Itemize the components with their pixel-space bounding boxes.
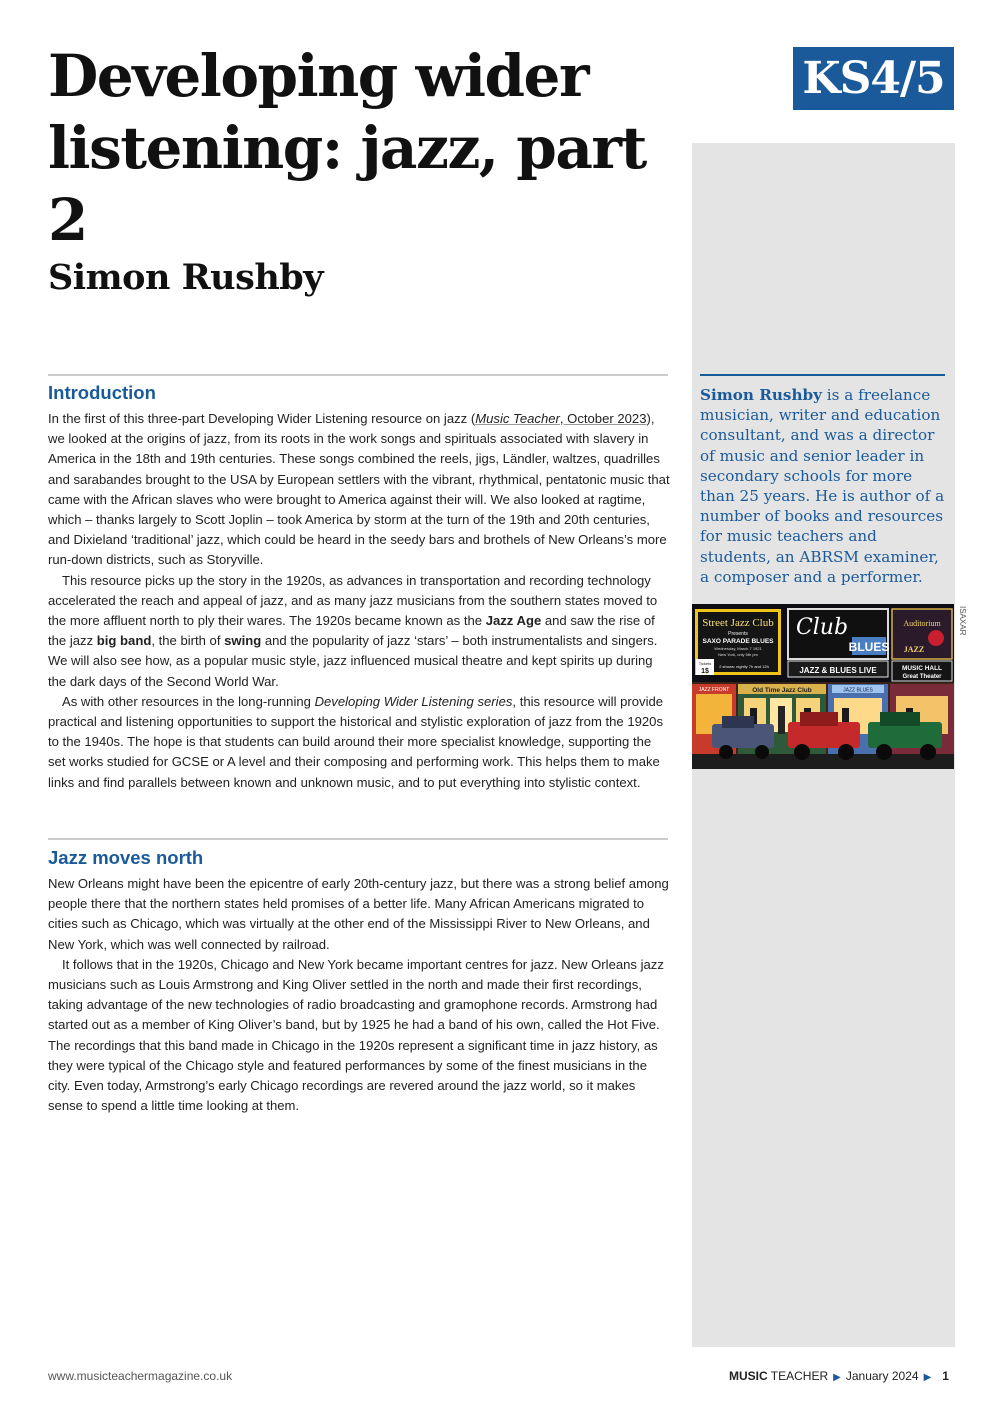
sign2-title2: BLUES: [848, 640, 890, 654]
footer-issue: January 2024: [845, 1369, 919, 1383]
heading-jazz-moves-north: Jazz moves north: [48, 847, 204, 868]
footer-brand-light: TEACHER: [767, 1369, 829, 1383]
bio-name: Simon Rushby: [700, 386, 822, 404]
footer-website-link[interactable]: www.musicteachermagazine.co.uk: [48, 1369, 233, 1383]
sign1-date: Wednesday, March 7 1921: [714, 646, 762, 651]
section-divider: [48, 374, 668, 376]
sign2-sub: JAZZ & BLUES LIVE: [799, 666, 877, 675]
sign2-title1: Club: [795, 615, 849, 640]
sign1-tickets: Tickets: [698, 661, 712, 666]
arrow-right-icon: ▶: [833, 1372, 841, 1383]
bio-text: is a freelance musician, writer and education consultant, and was a director of music and senior leader in secondary schools for more than 25 years. He is author of a number of books and resources for music teachers and students, an ABRSM examiner, a composer and a performer.: [700, 386, 945, 586]
issue-reference-link[interactable]: Music Teacher, October 2023: [475, 411, 647, 426]
title-line-2: listening: jazz, part 2: [48, 114, 646, 254]
arrow-right-icon: ▶: [923, 1372, 932, 1383]
page-number: 1: [942, 1369, 949, 1383]
sidebar-divider: [700, 374, 945, 376]
footer-masthead: [729, 1369, 955, 1383]
intro-paragraph-3: As with other resources in the long-running Developing Wider Listening series, this resource will provide practical and listening opportunities to support the historical and stylistic exploration of jazz from the 1920s to the 1940s. The hope is that students can build around their more specialist knowledge, supporting the set works studied for GCSE or A level and their composing and performing work. This helps them to make links and find parallels between known and unknown music, and to put everything into stylistic context.: [48, 693, 664, 790]
heading-introduction: Introduction: [48, 382, 156, 403]
sign3-hall: MUSIC HALL: [901, 665, 943, 672]
title-line-1: Developing wider: [48, 42, 588, 110]
sign3-title: Auditorium: [903, 619, 941, 628]
sign1-shows: 2 shows: nightly 7h and 12h: [719, 664, 769, 669]
jazz-north-body: [48, 874, 672, 1116]
section-divider: [48, 838, 668, 840]
sign1-show: SAXO PARADE BLUES: [702, 638, 774, 645]
sign3-theater: Great Theater: [902, 674, 942, 680]
sign1-presents: Presents: [728, 631, 748, 637]
intro-paragraph-1: In the first of this three-part Developing Wider Listening resource on jazz (Music Teacher, October 2023), we looked at the origins of jazz, from its roots in the work songs and spirituals associated with slavery in America in the 18th and 19th centuries. These songs combined the reels, jigs, Ländler, waltzes, quadrilles and sarabandes brought to the USA by European settlers with the vibrant, rhythmical, pentatonic music that came with the African slaves who were brought to America against their will. We also looked at ragtime, which – thanks largely to Scott Joplin – took America by storm at the turn of the 19th and 20th centuries, and Dixieland ‘traditional’ jazz, which could be heard in the seedy bars and brothels of New Orleans’s more run-down districts, such as Storyville.: [48, 411, 670, 568]
sign3-jazz: JAZZ: [903, 645, 925, 654]
north-paragraph-1: New Orleans might have been the epicentre of early 20th-century jazz, but there was a strong belief among people there that the northern states held promises of a better life. Many African Americans migrated to cities such as Chicago, which was virtually at the other end of the Mississippi River to New Orleans, and New York, which was well connected by railroad.: [48, 876, 669, 952]
sign1-price: 1$: [701, 668, 709, 675]
shop-front-2: JAZZ FRONT: [698, 687, 730, 693]
sign1-title: Street Jazz Club: [702, 617, 774, 629]
page-title: [48, 40, 688, 256]
north-paragraph-2: It follows that in the 1920s, Chicago and New York became important centres for jazz. New Orleans jazz musicians such as Louis Armstrong and King Oliver settled in the north and made their first recordings, taking advantage of the new technologies of radio broadcasting and gramophone records. Armstrong had started out as a member of King Oliver’s band, but by 1925 he had a band of his own, called the Hot Five. The recordings that this band made in Chicago in the 1920s represent a significant time in jazz history, as they were typical of the Chicago style and featured performances by some of the finest musicians in the city. Even today, Armstrong’s early Chicago recordings are revered around the jazz world, so it makes sense to spend a little time looking at them.: [48, 956, 664, 1114]
footer-brand-bold: MUSIC: [729, 1369, 768, 1383]
photo-credit: ISAXAR: [958, 606, 967, 636]
shop-front-3: JAZZ BLUES: [843, 687, 873, 694]
intro-paragraph-2: This resource picks up the story in the 1920s, as advances in transportation and recording technology accelerated the reach and appeal of jazz, and as many jazz musicians from the southern states moved to the more affluent north to ply their wares. The 1920s became known as the Jazz Age and saw the rise of the jazz big band, the birth of swing and the popularity of jazz ‘stars’ – both instrumentalists and singers. We will also see how, as a popular music style, jazz influenced musical theatre and kept spirits up during the dark days of the Second World War.: [48, 572, 658, 689]
author-bio: [700, 385, 948, 587]
introduction-body: [48, 409, 672, 793]
sign1-place: New York, only 5th pm: [718, 652, 758, 657]
author-name: Simon Rushby: [48, 257, 324, 298]
key-stage-badge: KS4/5: [793, 47, 954, 110]
jazz-club-illustration: [692, 604, 954, 769]
shop-front-1: Old Time Jazz Club: [752, 687, 812, 694]
